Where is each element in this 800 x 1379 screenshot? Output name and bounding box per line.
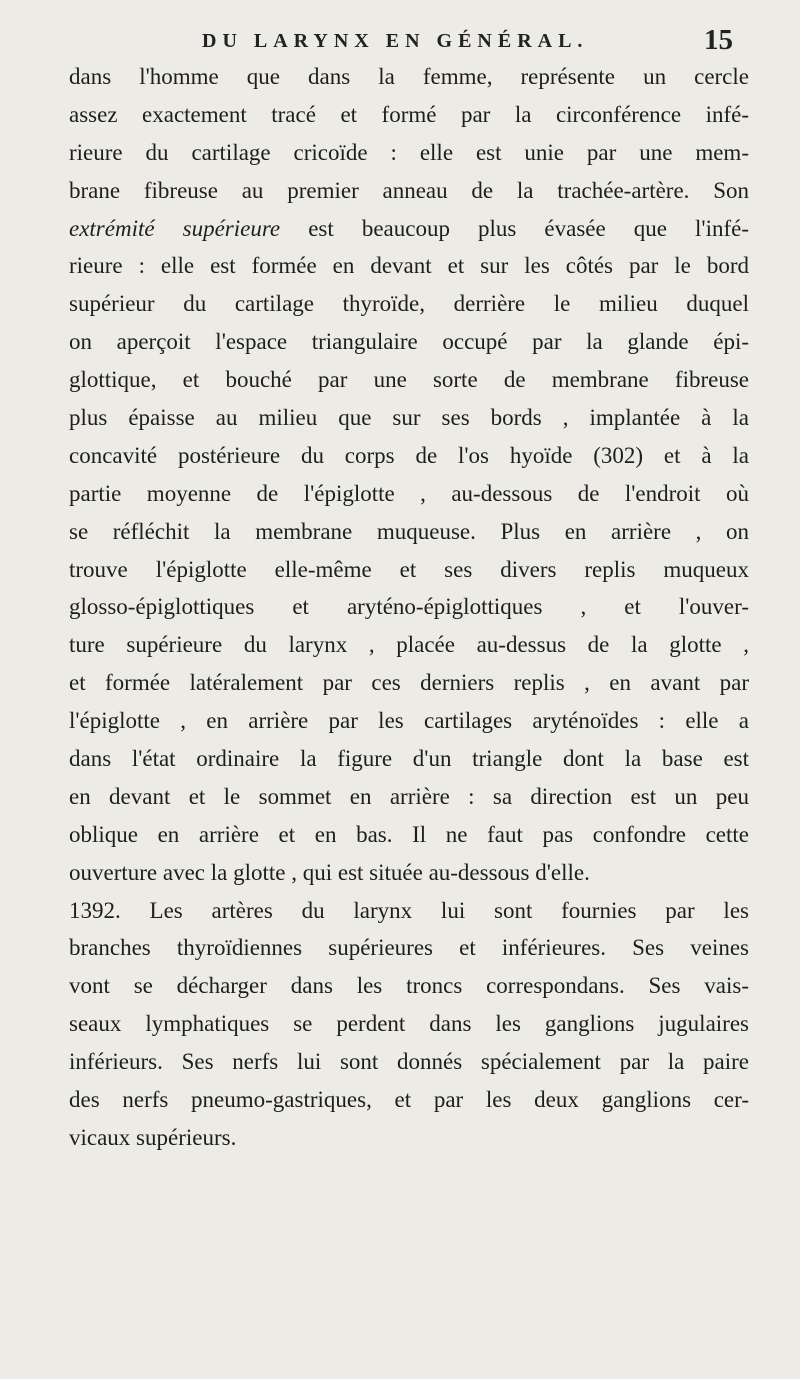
text-line: supérieur du cartilage thyroïde, derrière le milieu duquel [69, 291, 749, 317]
text-line: 1392. Les artères du larynx lui sont fournies par les [69, 897, 749, 923]
text-line: assez exactement tracé et formé par la circonférence infé- [69, 101, 749, 127]
text-line: des nerfs pneumo-gastriques, et par les deux ganglions cer- [69, 1087, 749, 1113]
text-line [69, 210, 749, 248]
text-line: dans l'état ordinaire la figure d'un triangle dont la base est [69, 746, 749, 772]
text-line: rieure du cartilage cricoïde : elle est unie par une mem- [69, 139, 749, 165]
text-line: plus épaisse au milieu que sur ses bords , implantée à la [69, 405, 749, 431]
text-line: partie moyenne de l'épiglotte , au-dessous de l'endroit où [69, 480, 749, 506]
text-line: l'épiglotte , en arrière par les cartilages aryténoïdes : elle a [69, 708, 749, 734]
text-line: oblique en arrière et en bas. Il ne faut pas confondre cette [69, 821, 749, 847]
text-line: ture supérieure du larynx , placée au-dessus de la glotte , [69, 632, 749, 658]
text-line: brane fibreuse au premier anneau de la trachée-artère. Son [69, 177, 749, 203]
text-line: seaux lymphatiques se perdent dans les ganglions jugulaires [69, 1011, 749, 1037]
text-line: dans l'homme que dans la femme, représente un cercle [69, 64, 749, 89]
text-line: branches thyroïdiennes supérieures et inférieures. Ses veines [69, 935, 749, 961]
text-line: trouve l'épiglotte elle-même et ses divers replis muqueux [69, 556, 749, 582]
text-line: ouverture avec la glotte , qui est située au-dessous d'elle. [69, 859, 590, 885]
italic-term: extrémité supérieure [69, 215, 281, 241]
body-text [69, 58, 749, 1157]
text-line: inférieurs. Ses nerfs lui sont donnés spécialement par la paire [69, 1049, 749, 1075]
text-line: vicaux supérieurs. [69, 1124, 237, 1150]
page-number: 15 [704, 24, 733, 56]
text-line: vont se décharger dans les troncs correspondans. Ses vais- [69, 973, 749, 999]
text-line: on aperçoit l'espace triangulaire occupé par la glande épi- [69, 329, 749, 355]
text-line: glottique, et bouché par une sorte de membrane fibreuse [69, 367, 749, 393]
text-line: en devant et le sommet en arrière : sa direction est un peu [69, 783, 749, 809]
text-line: glosso-épiglottiques et aryténo-épiglottiques , et l'ouver- [69, 594, 749, 620]
text-fragment: est beaucoup plus évasée que l'infé- [280, 215, 749, 241]
text-line: et formée latéralement par ces derniers replis , en avant par [69, 670, 749, 696]
text-line: se réfléchit la membrane muqueuse. Plus en arrière , on [69, 518, 749, 544]
text-line: rieure : elle est formée en devant et sur les côtés par le bord [69, 253, 749, 279]
running-title: DU LARYNX EN GÉNÉRAL. [202, 30, 589, 52]
text-line: concavité postérieure du corps de l'os hyoïde (302) et à la [69, 442, 749, 468]
